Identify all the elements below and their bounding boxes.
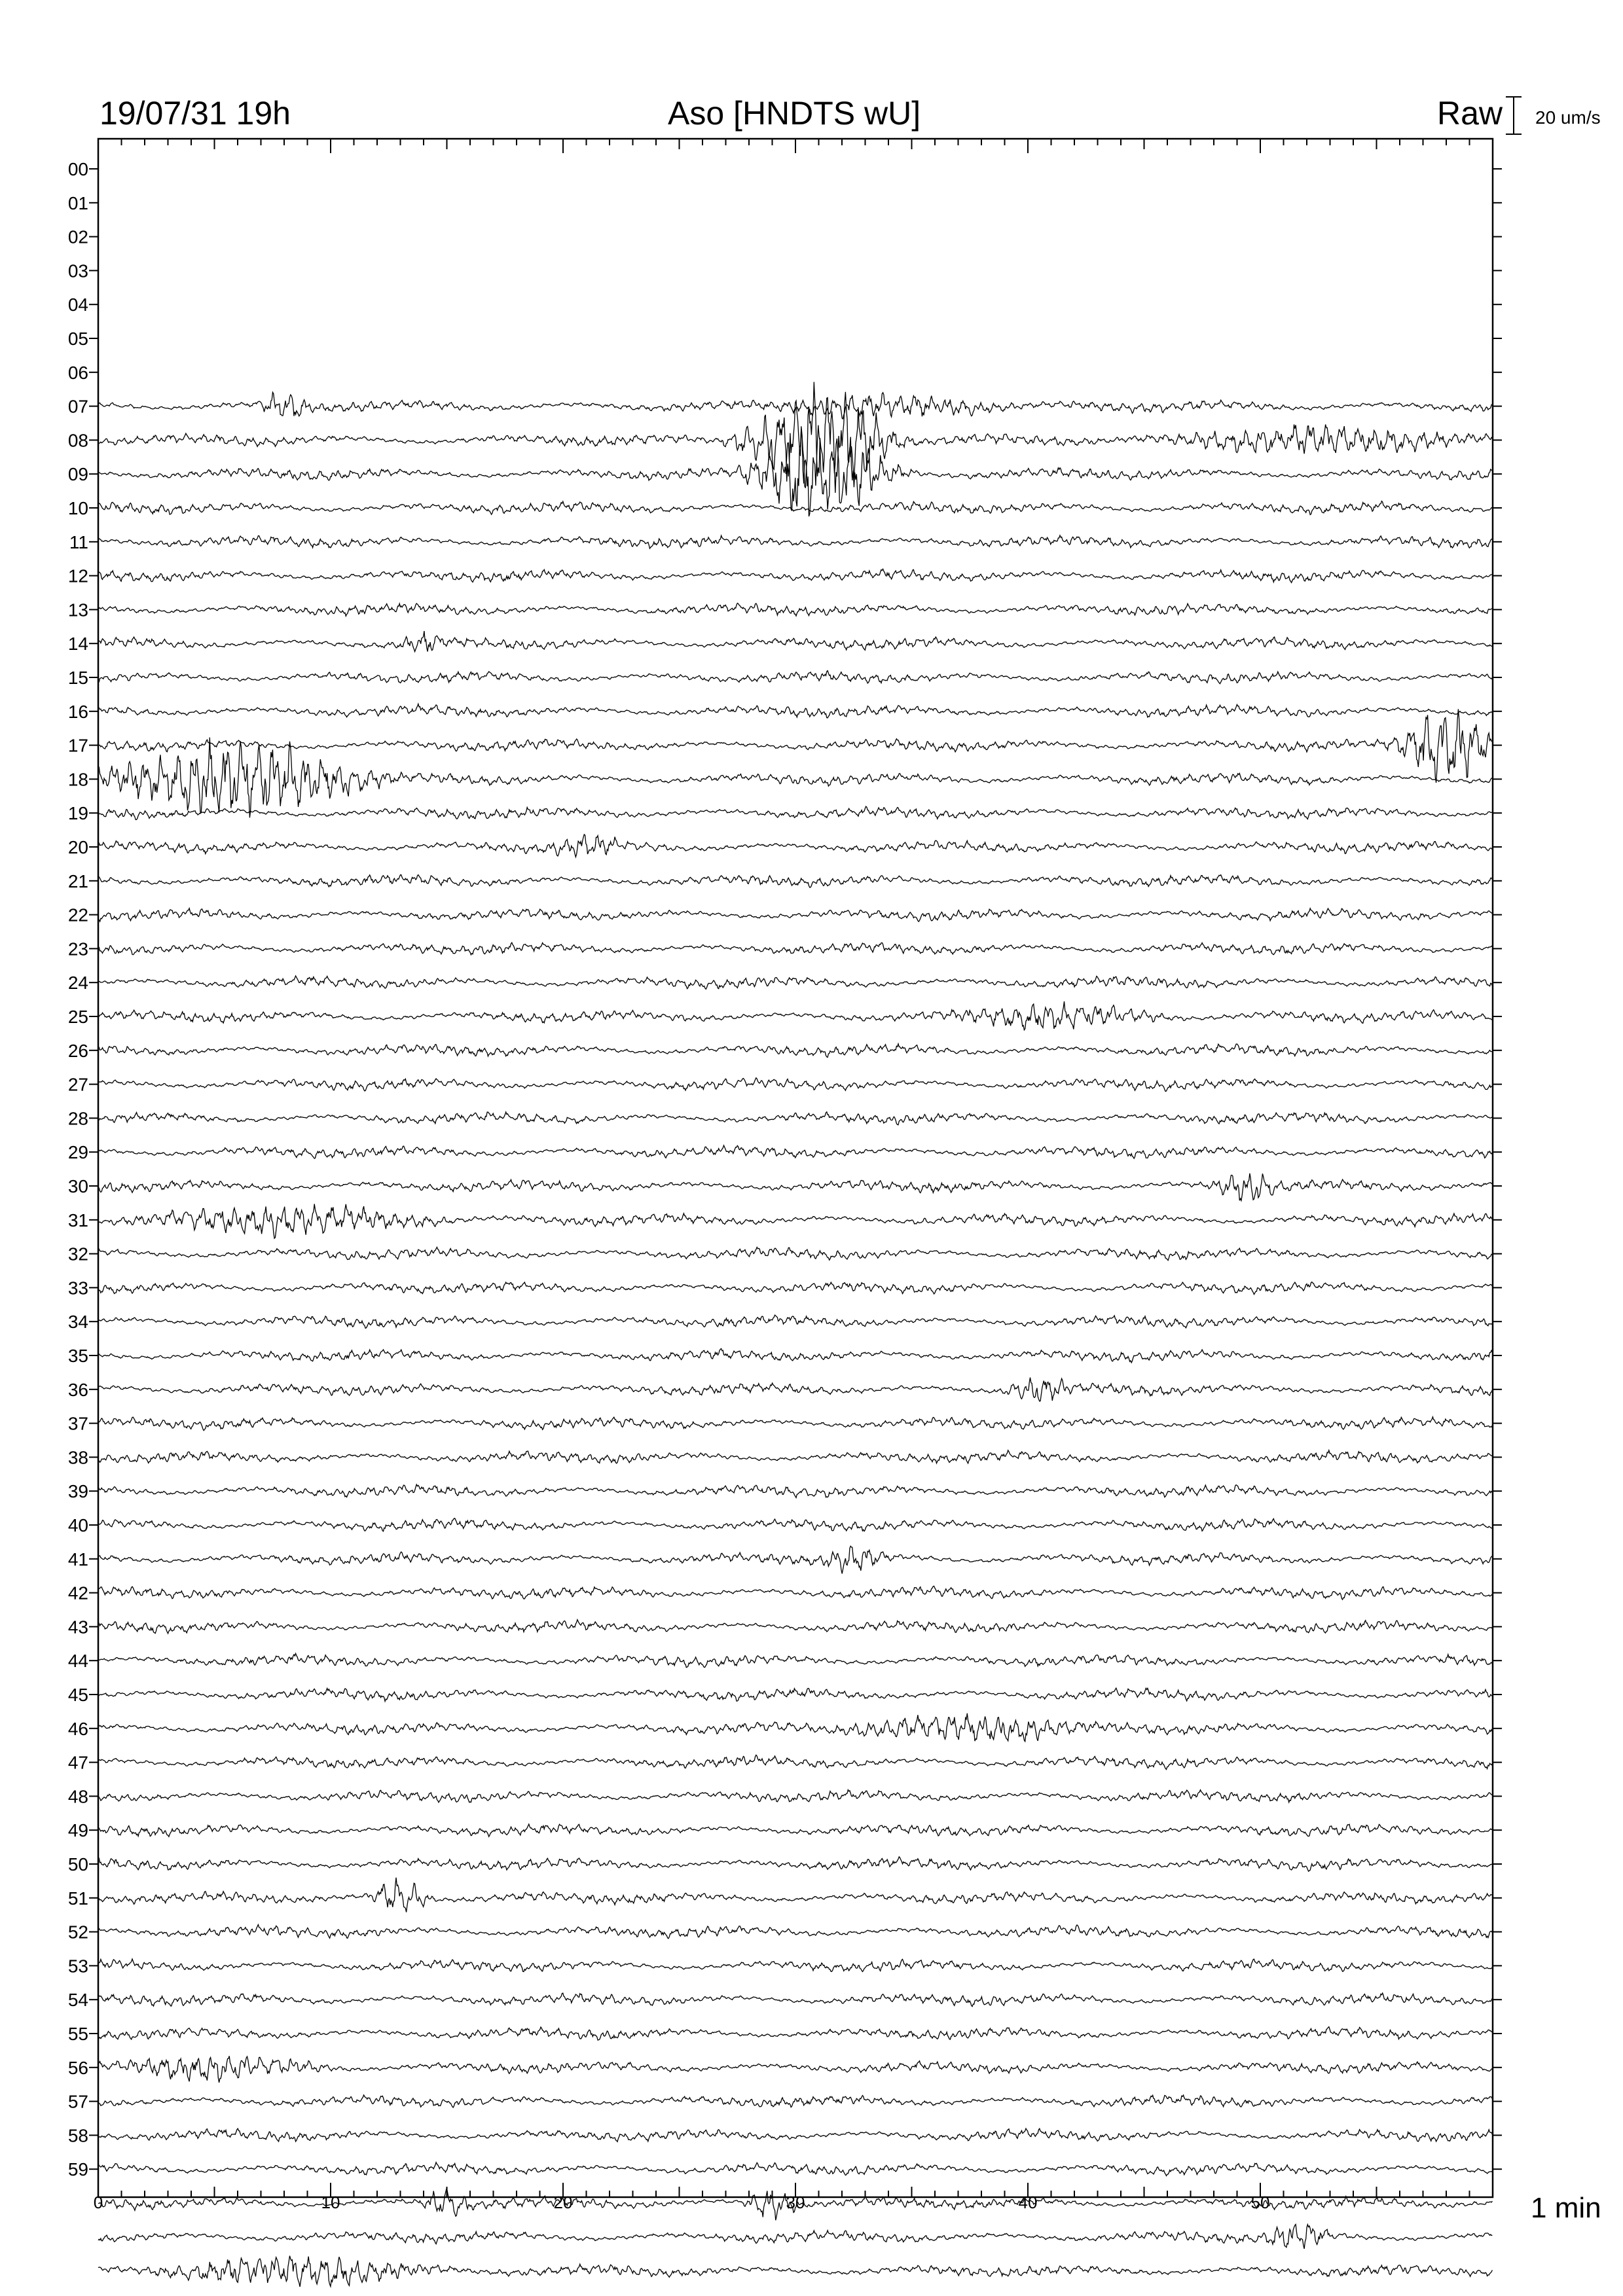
x-tick-label: 20 (553, 2193, 573, 2212)
trace-minute-10 (98, 501, 1492, 515)
trace-minute-39 (98, 1484, 1492, 1498)
row-label: 40 (67, 1515, 88, 1535)
trace-minute-35 (98, 1349, 1492, 1363)
trace-minute-43 (98, 1620, 1492, 1634)
row-label: 30 (67, 1176, 88, 1196)
row-labels (68, 159, 88, 2179)
trace-minute-55 (98, 2027, 1492, 2040)
trace-minute-14 (98, 631, 1492, 652)
trace-minute-29 (98, 1145, 1492, 1158)
trace-minute-28 (98, 1112, 1492, 1125)
row-label: 34 (67, 1312, 88, 1333)
trace-minute-37 (98, 1417, 1492, 1431)
plot-frame (98, 139, 1493, 2197)
row-label: 44 (67, 1651, 88, 1672)
row-label: 42 (67, 1583, 88, 1604)
row-label: 46 (67, 1718, 88, 1739)
row-label: 25 (67, 1007, 88, 1027)
row-label: 14 (67, 634, 88, 655)
trace-minute-32 (98, 1247, 1492, 1261)
row-label: 31 (67, 1210, 88, 1230)
row-label: 10 (67, 498, 88, 518)
mode-label: Raw (1437, 95, 1503, 132)
x-tick-label: 30 (786, 2193, 805, 2212)
trace-minute-47 (98, 1755, 1492, 1769)
row-label: 33 (67, 1278, 88, 1299)
trace-minute-9 (98, 425, 1492, 516)
x-tick-label: 0 (93, 2193, 103, 2212)
trace-minute-41 (98, 1546, 1492, 1573)
row-label: 08 (67, 430, 88, 451)
trace-minute-38 (98, 1450, 1492, 1463)
row-label: 09 (67, 464, 88, 485)
trace-minute-49 (98, 1824, 1492, 1837)
row-label: 59 (67, 2159, 88, 2180)
row-label: 07 (67, 396, 88, 417)
trace-minute-11 (98, 535, 1492, 548)
row-label: 05 (67, 329, 88, 349)
trace-minute-48 (98, 1790, 1492, 1803)
row-label: 26 (67, 1040, 88, 1061)
row-label: 47 (67, 1752, 88, 1773)
row-label: 56 (67, 2057, 88, 2078)
scale-bar-icon (1506, 97, 1522, 134)
row-label: 37 (67, 1413, 88, 1434)
trace-minute-31 (98, 1204, 1492, 1239)
row-label: 36 (67, 1379, 88, 1400)
trace-minute-45 (98, 1688, 1492, 1701)
trace-minute-26 (98, 1044, 1492, 1058)
row-label: 13 (67, 600, 88, 620)
trace-minute-33 (98, 1282, 1492, 1295)
row-label: 04 (67, 295, 88, 315)
trace-minute-15 (98, 671, 1492, 684)
row-label: 18 (67, 769, 88, 790)
row-label: 23 (67, 939, 88, 960)
row-label: 38 (67, 1447, 88, 1468)
trace-minute-42 (98, 1586, 1492, 1600)
seismic-traces (98, 382, 1492, 2287)
x-tick-label: 50 (1250, 2193, 1270, 2212)
trace-minute-20 (98, 834, 1492, 857)
row-label: 52 (67, 1922, 88, 1943)
row-label: 43 (67, 1617, 88, 1638)
row-label: 03 (67, 260, 88, 281)
row-label: 00 (67, 159, 88, 179)
trace-minute-12 (98, 569, 1492, 583)
row-label: 29 (67, 1142, 88, 1163)
trace-minute-16 (98, 704, 1492, 718)
trace-minute-18 (98, 738, 1492, 818)
row-label: 54 (67, 1990, 88, 2011)
trace-minute-8 (98, 382, 1492, 493)
trace-minute-61 (98, 2225, 1492, 2249)
row-label: 21 (67, 870, 88, 891)
row-label: 17 (67, 735, 88, 756)
row-label: 06 (67, 362, 88, 383)
top-tick-marks (98, 139, 1493, 153)
row-label: 57 (67, 2091, 88, 2112)
row-label: 45 (67, 1685, 88, 1705)
row-label: 53 (67, 1956, 88, 1977)
trace-minute-25 (98, 1001, 1492, 1030)
trace-minute-21 (98, 875, 1492, 888)
row-label: 27 (67, 1074, 88, 1095)
station-title: Aso [HNDTS wU] (668, 95, 921, 132)
row-label: 49 (67, 1820, 88, 1841)
recording-datetime: 19/07/31 19h (100, 95, 291, 132)
trace-minute-23 (98, 942, 1492, 955)
trace-minute-53 (98, 1959, 1492, 1971)
row-label: 41 (67, 1549, 88, 1570)
trace-minute-27 (98, 1078, 1492, 1092)
x-tick-label: 10 (321, 2193, 340, 2212)
row-label: 35 (67, 1346, 88, 1366)
row-label: 39 (67, 1481, 88, 1502)
row-label: 55 (67, 2024, 88, 2044)
trace-minute-59 (98, 2162, 1492, 2176)
row-label: 12 (67, 565, 88, 586)
row-label: 32 (67, 1244, 88, 1265)
scale-label: 20 um/s (1535, 107, 1601, 128)
row-label: 48 (67, 1786, 88, 1807)
trace-minute-62 (98, 2256, 1492, 2287)
trace-minute-13 (98, 603, 1492, 617)
trace-minute-58 (98, 2128, 1492, 2142)
row-label: 28 (67, 1108, 88, 1129)
trace-minute-57 (98, 2095, 1492, 2108)
time-unit-label: 1 min (1531, 2192, 1601, 2224)
row-label: 51 (67, 1888, 88, 1909)
row-label: 01 (67, 192, 88, 213)
trace-minute-46 (98, 1713, 1492, 1742)
row-label: 58 (67, 2125, 88, 2146)
trace-minute-54 (98, 1993, 1492, 2007)
row-label: 11 (69, 531, 88, 552)
trace-minute-24 (98, 976, 1492, 989)
trace-minute-40 (98, 1518, 1492, 1532)
row-label: 20 (67, 837, 88, 857)
trace-minute-22 (98, 908, 1492, 922)
trace-minute-52 (98, 1925, 1492, 1939)
row-label: 15 (67, 668, 88, 688)
row-label: 24 (67, 973, 88, 994)
trace-minute-44 (98, 1653, 1492, 1667)
trace-minute-56 (98, 2056, 1492, 2083)
trace-minute-30 (98, 1174, 1492, 1201)
row-label: 19 (67, 803, 88, 824)
trace-minute-36 (98, 1378, 1492, 1401)
row-label: 50 (67, 1854, 88, 1874)
trace-minute-19 (98, 806, 1492, 819)
trace-minute-51 (98, 1878, 1492, 1912)
row-label: 22 (67, 905, 88, 925)
x-tick-label: 40 (1018, 2193, 1038, 2212)
trace-minute-50 (98, 1857, 1492, 1871)
trace-minute-34 (98, 1315, 1492, 1328)
row-label: 02 (67, 226, 88, 247)
row-label: 16 (67, 701, 88, 722)
